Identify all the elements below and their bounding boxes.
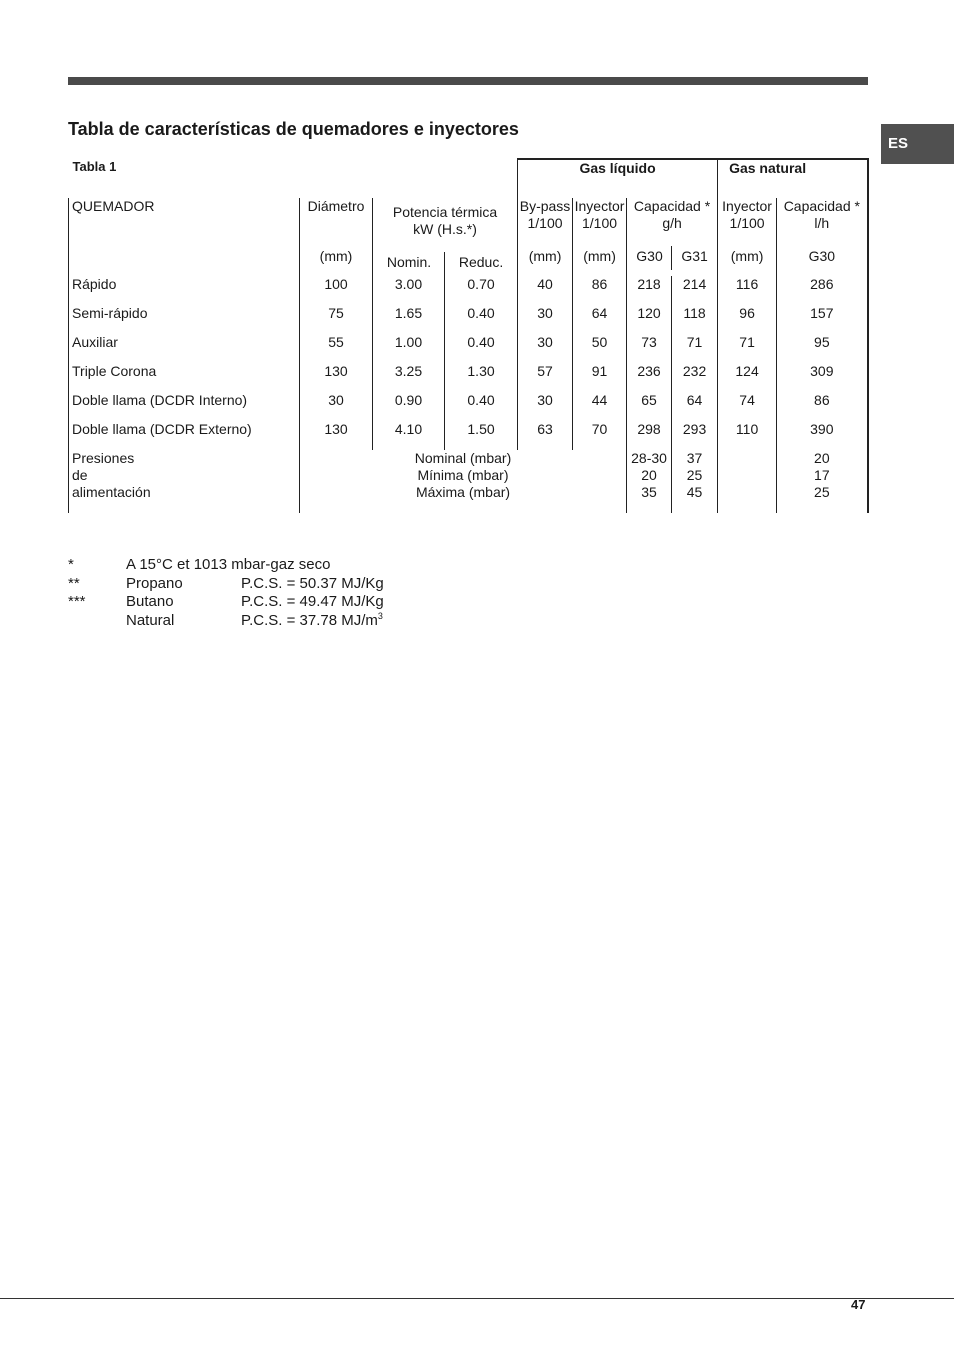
cell-diam: 30 <box>300 392 373 421</box>
cell-iny-nat: 124 <box>718 363 777 392</box>
footnote-line <box>68 556 568 575</box>
footnote-value: P.C.S. = 37.78 $MJ/m^3$ <box>241 610 383 629</box>
footnote-mark: *** <box>68 593 86 610</box>
page-number: 47 <box>851 1297 866 1312</box>
pressure-row <box>69 450 868 513</box>
footnote-line <box>68 593 568 612</box>
group-liquid-gas: Gas líquido <box>518 159 718 198</box>
cell-bypass: 30 <box>518 334 573 363</box>
top-divider-bar <box>68 77 868 85</box>
col-capacidad-gh: Capacidad * g/h G30 G31 <box>627 198 718 276</box>
page-title: Tabla de características de quemadores e inyectores <box>68 119 519 139</box>
cell-name: Semi-rápido <box>69 305 300 334</box>
cell-reduc: 0.40 <box>445 305 518 334</box>
cell-iny-nat: 116 <box>718 276 777 305</box>
footnote-label: Propano <box>126 574 183 592</box>
bottom-rule <box>0 1298 954 1299</box>
cell-g31: 118 <box>672 305 718 334</box>
cell-bypass: 57 <box>518 363 573 392</box>
cell-nomin: 1.00 <box>373 334 445 363</box>
cell-reduc: 0.40 <box>445 334 518 363</box>
cell-iny: 86 <box>573 276 627 305</box>
cell-diam: 130 <box>300 421 373 450</box>
footnote-label: A 15°C et 1013 mbar-gaz seco <box>126 556 331 573</box>
footnote-line <box>68 612 568 631</box>
cell-diam: 100 <box>300 276 373 305</box>
cell-g31: 64 <box>672 392 718 421</box>
burner-specs-table <box>68 158 869 513</box>
table-row <box>69 363 868 392</box>
sub-g30: G30 <box>636 248 663 264</box>
cell-iny-nat: 110 <box>718 421 777 450</box>
sub-reduc: Reduc. <box>458 254 504 270</box>
pressure-natural: 20 17 25 <box>777 450 868 513</box>
cell-nomin: 0.90 <box>373 392 445 421</box>
table-row <box>69 392 868 421</box>
cell-bypass: 40 <box>518 276 573 305</box>
footnote-superscript: 3 <box>377 610 383 621</box>
language-tab: ES <box>881 124 954 164</box>
cell-name: Doble llama (DCDR Externo) <box>69 421 300 450</box>
cell-reduc: 1.50 <box>445 421 518 450</box>
cell-g30: 236 <box>627 363 672 392</box>
sub-g31: G31 <box>681 248 708 264</box>
cell-g30-nat: 286 <box>777 276 868 305</box>
footnote-value: P.C.S. = 50.37 MJ/Kg <box>241 574 384 592</box>
footnote-label: Natural <box>126 611 175 629</box>
cell-reduc: 0.70 <box>445 276 518 305</box>
table-row <box>69 334 868 363</box>
table-group-header <box>69 159 868 198</box>
group-natural-gas: Gas natural <box>718 159 868 198</box>
cell-name: Rápido <box>69 276 300 305</box>
cell-g30-nat: 390 <box>777 421 868 450</box>
cell-reduc: 1.30 <box>445 363 518 392</box>
col-bypass: By-pass 1/100 (mm) <box>518 198 573 276</box>
cell-iny-nat: 74 <box>718 392 777 421</box>
col-capacidad-lh: Capacidad * l/h G30 <box>777 198 868 276</box>
footnote-value: P.C.S. = 49.47 MJ/Kg <box>241 593 384 610</box>
col-quemador: QUEMADOR <box>69 198 300 276</box>
cell-g30: 218 <box>627 276 672 305</box>
cell-g30-nat: 157 <box>777 305 868 334</box>
cell-g31: 71 <box>672 334 718 363</box>
cell-g30: 120 <box>627 305 672 334</box>
table-row <box>69 421 868 450</box>
cell-reduc: 0.40 <box>445 392 518 421</box>
cell-g30-nat: 309 <box>777 363 868 392</box>
col-inyector: Inyector 1/100 (mm) <box>573 198 627 276</box>
col-potencia: Potencia térmica kW (H.s.*) Nomin. Reduc. <box>373 198 518 276</box>
cell-g30: 298 <box>627 421 672 450</box>
cell-nomin: 3.00 <box>373 276 445 305</box>
col-diametro: Diámetro (mm) <box>300 198 373 276</box>
sub-nomin: Nomin. <box>386 254 432 270</box>
cell-bypass: 30 <box>518 305 573 334</box>
pressure-g30: 28-30 20 35 <box>627 450 672 513</box>
cell-iny-nat: 96 <box>718 305 777 334</box>
footnote-line <box>68 575 568 594</box>
pressure-natural-empty <box>718 450 777 513</box>
cell-g30-nat: 95 <box>777 334 868 363</box>
cell-iny: 70 <box>573 421 627 450</box>
footnote-label: Butano <box>126 593 174 610</box>
cell-bypass: 30 <box>518 392 573 421</box>
cell-iny: 50 <box>573 334 627 363</box>
pressure-label: Presiones de alimentación <box>69 450 300 513</box>
cell-g30: 73 <box>627 334 672 363</box>
cell-name: Triple Corona <box>69 363 300 392</box>
cell-diam: 130 <box>300 363 373 392</box>
cell-iny: 64 <box>573 305 627 334</box>
cell-bypass: 63 <box>518 421 573 450</box>
cell-diam: 75 <box>300 305 373 334</box>
footnote-mark: * <box>68 556 74 573</box>
cell-g30: 65 <box>627 392 672 421</box>
cell-iny: 44 <box>573 392 627 421</box>
pressure-g31: 37 25 45 <box>672 450 718 513</box>
cell-nomin: 1.65 <box>373 305 445 334</box>
table-caption: Tabla 1 <box>72 159 117 174</box>
pressure-types: Nominal (mbar) Mínima (mbar) Máxima (mbar) <box>300 450 627 513</box>
cell-g31: 293 <box>672 421 718 450</box>
column-header-row <box>69 198 868 276</box>
footnote-mark: ** <box>68 574 80 592</box>
cell-name: Doble llama (DCDR Interno) <box>69 392 300 421</box>
table-row <box>69 276 868 305</box>
footnotes <box>68 556 568 630</box>
cell-name: Auxiliar <box>69 334 300 363</box>
table-row <box>69 305 868 334</box>
cell-diam: 55 <box>300 334 373 363</box>
cell-nomin: 4.10 <box>373 421 445 450</box>
cell-iny: 91 <box>573 363 627 392</box>
cell-nomin: 3.25 <box>373 363 445 392</box>
cell-g30-nat: 86 <box>777 392 868 421</box>
cell-iny-nat: 71 <box>718 334 777 363</box>
cell-g31: 232 <box>672 363 718 392</box>
col-inyector-natural: Inyector 1/100 (mm) <box>718 198 777 276</box>
cell-g31: 214 <box>672 276 718 305</box>
